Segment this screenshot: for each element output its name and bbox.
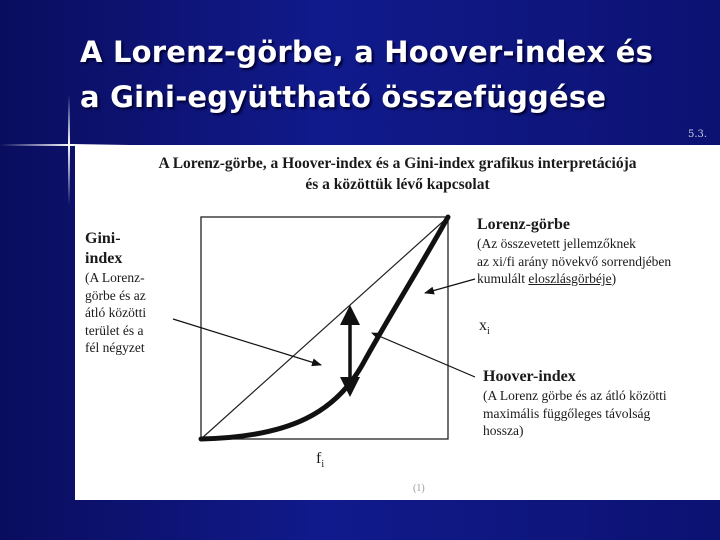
lorenz-desc-line-1: (Az összevetett jellemzőknek bbox=[477, 236, 636, 251]
x-axis-label-sub: i bbox=[321, 459, 325, 471]
corner-mark: 5.3. bbox=[688, 129, 708, 140]
lorenz-desc-line-2: az xi/fi arány növekvő sorrendjében bbox=[477, 253, 672, 269]
sparkle-vertical-decoration bbox=[68, 95, 70, 205]
gini-pointer-arrow bbox=[173, 319, 321, 365]
y-axis-label bbox=[479, 317, 490, 337]
slide-title bbox=[80, 30, 710, 120]
lorenz-description bbox=[477, 235, 717, 288]
gini-title-line-2: index bbox=[85, 250, 123, 267]
hoover-pointer-arrow bbox=[372, 333, 475, 377]
hoover-desc-line-2: maximális függőleges távolság bbox=[483, 405, 651, 421]
lorenz-annotation bbox=[477, 215, 717, 288]
lorenz-desc-line-3 bbox=[477, 270, 717, 288]
lorenz-desc-prefix: kumulált bbox=[477, 271, 529, 286]
lorenz-figure bbox=[75, 145, 720, 500]
lorenz-title: Lorenz-görbe bbox=[477, 216, 571, 233]
lorenz-desc-underlined-term: eloszlásgörbéje bbox=[528, 271, 612, 286]
hoover-arrow-up bbox=[340, 305, 360, 325]
hoover-desc-line-3: hossza) bbox=[483, 423, 524, 438]
x-axis-label bbox=[316, 450, 324, 470]
y-axis-label-sub: i bbox=[487, 326, 490, 338]
hoover-annotation bbox=[483, 367, 713, 440]
figure-page-number: (1) bbox=[413, 483, 425, 494]
x-axis-label-main: f bbox=[316, 450, 322, 467]
hoover-description bbox=[483, 387, 713, 440]
gini-title-line-1: Gini- bbox=[85, 230, 121, 247]
gini-annotation bbox=[85, 229, 185, 357]
lorenz-desc-suffix: ) bbox=[611, 271, 617, 286]
figure-header-line-1: A Lorenz-görbe, a Hoover-index és a Gini-index grafikus interpretációja bbox=[158, 155, 637, 172]
slide-title-line-1: A Lorenz-görbe, a Hoover-index és bbox=[80, 35, 654, 69]
figure-header-line-2: és a közöttük lévő kapcsolat bbox=[305, 176, 490, 193]
hoover-desc-line-1: (A Lorenz görbe és az átló közötti bbox=[483, 388, 667, 403]
y-axis-label-main: x bbox=[479, 317, 487, 334]
slide-title-line-2: a Gini-együttható összefüggése bbox=[80, 80, 607, 114]
gini-description: (A Lorenz- görbe és az átló közötti terület és a fél négyzet bbox=[85, 270, 147, 355]
lorenz-pointer-arrow bbox=[425, 279, 475, 293]
hoover-title: Hoover-index bbox=[483, 368, 576, 385]
